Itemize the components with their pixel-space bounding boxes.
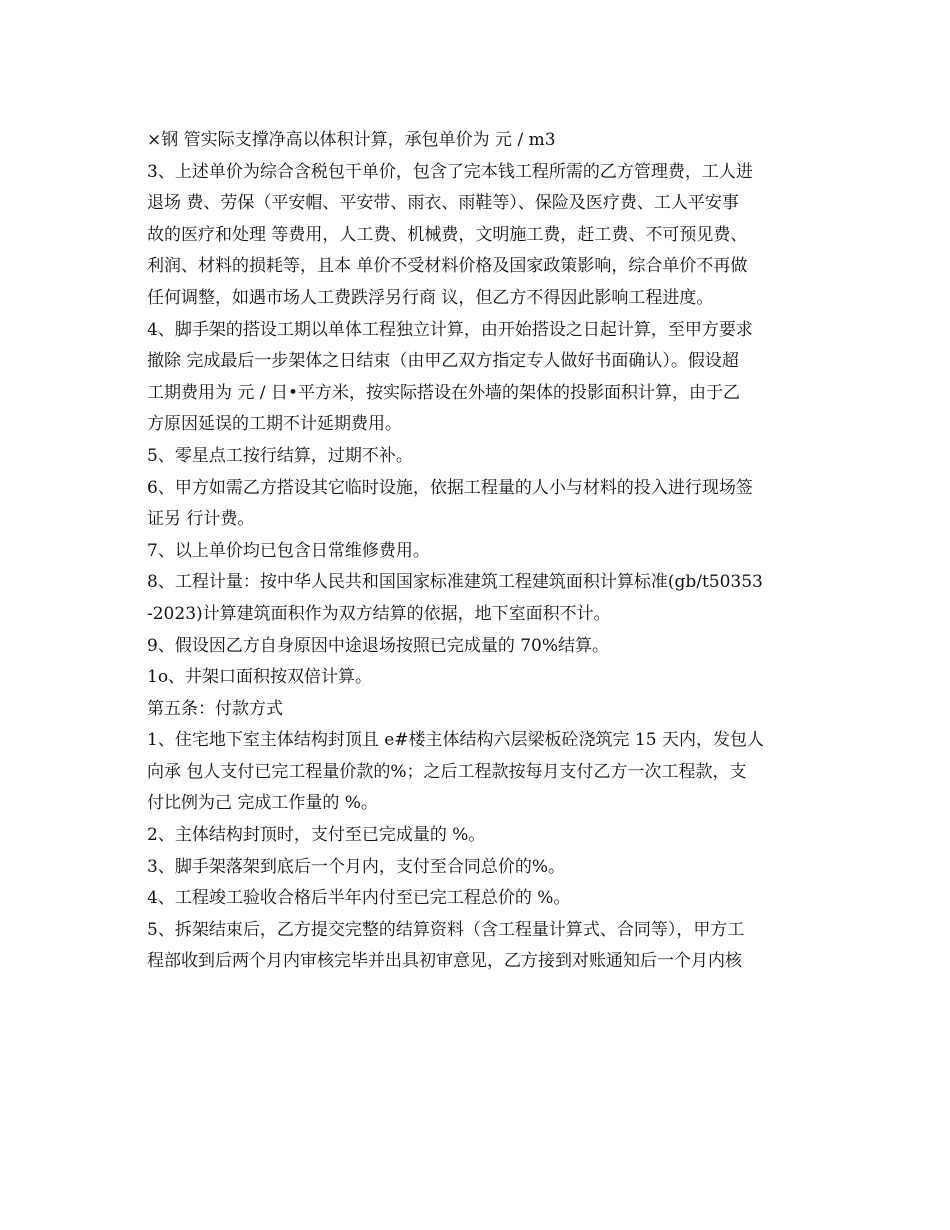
section-heading: 第五条：付款方式	[147, 698, 283, 719]
text-line-13: 证另 行计费。	[147, 509, 255, 530]
text-line-12: 6、甲方如需乙方搭设其它临时设施，依据工程量的人小与材料的投入进行现场签	[147, 477, 753, 498]
text-line-7: 4、脚手架的搭设工期以单体工程独立计算，由开始搭设之日起计算，至甲方要求	[147, 319, 753, 340]
text-line-20: 1、住宅地下室主体结构封顶且 e#楼主体结构六层梁板砼浇筑完 15 天内，发包人	[147, 730, 764, 751]
text-line-2: 3、上述单价为综合含税包干单价，包含了完本钱工程所需的乙方管理费，工人进	[147, 161, 753, 182]
text-line-4: 故的医疗和处理 等费用，人工费、机械费，文明施工费，赶工费、不可预见费、	[147, 224, 748, 245]
text-line-26: 5、拆架结束后，乙方提交完整的结算资料（含工程量计算式、合同等），甲方工	[147, 919, 745, 940]
text-line-18: 1o、井架口面积按双倍计算。	[147, 667, 373, 688]
text-line-24: 3、脚手架落架到底后一个月内，支付至合同总价的%。	[147, 856, 565, 877]
text-line-27: 程部收到后两个月内审核完毕并出具初审意见，乙方接到对账通知后一个月内核	[147, 951, 742, 972]
text-line-1: ×钢 管实际支撑净高以体积计算，承包单价为 元 / m3	[147, 130, 556, 150]
text-line-23: 2、主体结构封顶时，支付至已完成量的 %。	[147, 825, 486, 846]
text-line-6: 任何调整，如遇市场人工费跌浮另行商 议，但乙方不得因此影响工程进度。	[147, 287, 714, 308]
text-line-9: 工期费用为 元 / 日•平方米，按实际搭设在外墙的架体的投影面积计算，由于乙	[147, 382, 740, 403]
text-line-16: -2023)计算建筑面积作为双方结算的依据，地下室面积不计。	[147, 603, 611, 624]
text-line-25: 4、工程竣工验收合格后半年内付至已完工程总价的 %。	[147, 888, 571, 909]
document-page	[147, 125, 812, 978]
text-line-15: 8、工程计量：按中华人民共和国国家标准建筑工程建筑面积计算标准(gb/t50353	[147, 572, 763, 593]
text-line-14: 7、以上单价均已包含日常维修费用。	[147, 540, 430, 561]
text-line-21: 向承 包人支付已完工程量价款的%；之后工程款按每月支付乙方一次工程款，支	[147, 761, 747, 782]
text-line-11: 5、零星点工按行结算，过期不补。	[147, 445, 413, 466]
text-line-17: 9、假设因乙方自身原因中途退场按照已完成量的 70%结算。	[147, 635, 610, 656]
text-line-10: 方原因延误的工期不计延期费用。	[147, 414, 402, 435]
text-line-8: 撤除 完成最后一步架体之日结束（由甲乙双方指定专人做好书面确认）。假设超	[147, 351, 739, 372]
text-line-3: 退场 费、劳保（平安帽、平安带、雨衣、雨鞋等）、保险及医疗费、工人平安事	[147, 193, 739, 214]
text-line-22: 付比例为己 完成工作量的 %。	[147, 793, 378, 814]
text-line-5: 利润、材料的损耗等，且本 单价不受材料价格及国家政策影响，综合单价不再做	[147, 256, 748, 277]
